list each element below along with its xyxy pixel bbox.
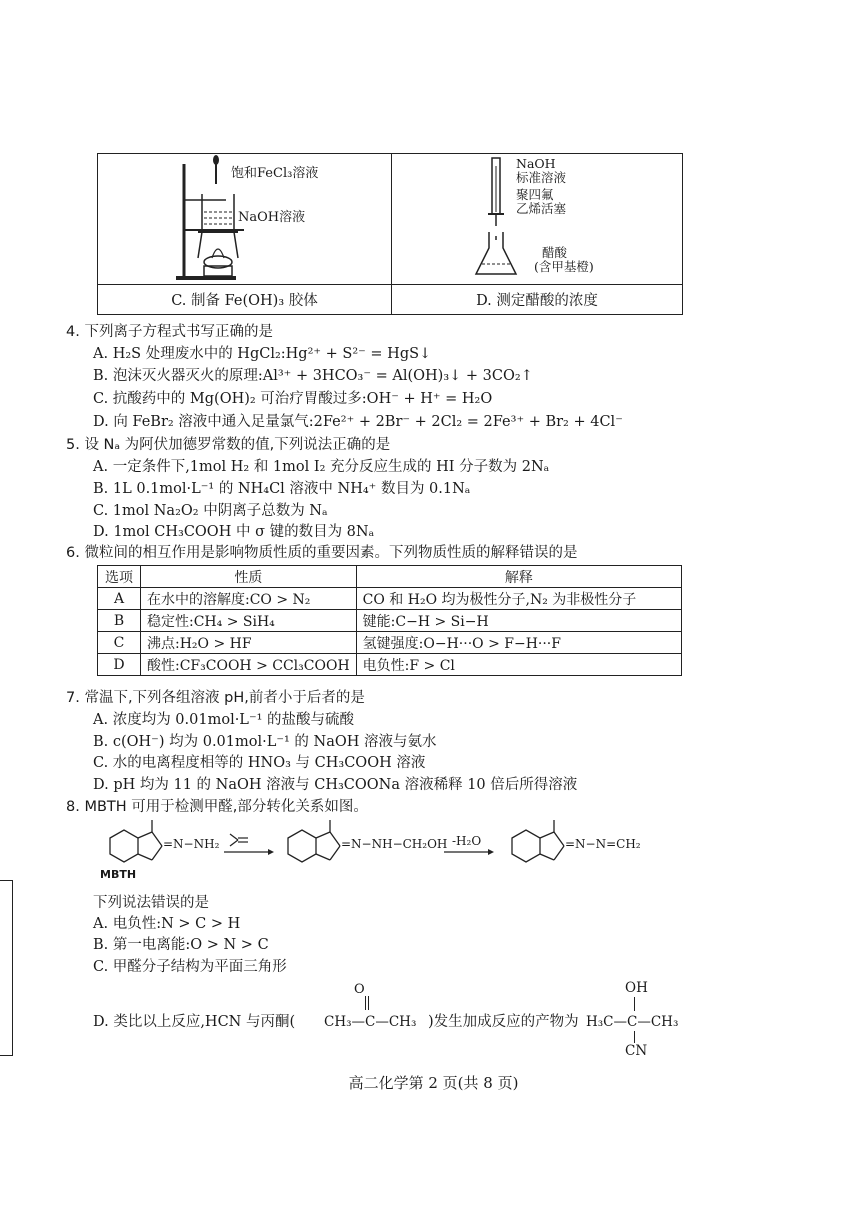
q6-row-b-option: B (98, 610, 141, 632)
table-row (98, 588, 682, 610)
q6-row-a-option: A (98, 588, 141, 610)
q4-option-a: A. H₂S 处理废水中的 HgCl₂:Hg²⁺ + S²⁻ = HgS↓ (93, 346, 432, 362)
q8-acetone-oxygen: O (354, 982, 365, 997)
apparatus-d-label-ptfe-2: 乙烯活塞 (516, 201, 567, 216)
q6-row-a-explanation: CO 和 H₂O 均为极性分子,N₂ 为非极性分子 (356, 588, 681, 610)
q8-acetone: CH₃—C—CH₃ (324, 1014, 417, 1030)
q8-intermediate-substituent: =N−NH−CH₂OH (341, 837, 448, 851)
page-footer: 高二化学第 2 页(共 8 页) (348, 1074, 519, 1092)
apparatus-d-label-indicator: (含甲基橙) (534, 259, 594, 274)
q8-option-d-text-2: )发生加成反应的产物为 (428, 1014, 579, 1030)
q8-option-a: A. 电负性:N > C > H (93, 916, 241, 932)
q7-option-b: B. c(OH⁻) 均为 0.01mol·L⁻¹ 的 NaOH 溶液与氨水 (93, 734, 437, 750)
q8-mbth-label: MBTH (100, 868, 137, 881)
q6-stem: 6. 微粒间的相互作用是影响物质性质的重要因素。下列物质性质的解释错误的是 (66, 545, 578, 561)
q8-product-substituent: =N−N=CH₂ (565, 837, 641, 851)
table-row (98, 654, 682, 676)
table-row (98, 610, 682, 632)
q7-option-d: D. pH 均为 11 的 NaOH 溶液与 CH₃COONa 溶液稀释 10 倍后所得溶液 (93, 777, 578, 793)
q8-arrow2-label: -H₂O (452, 834, 482, 848)
q8-product-bond-down (634, 1031, 636, 1043)
binding-margin-mark (0, 880, 13, 1056)
apparatus-c-figure (98, 154, 392, 285)
apparatus-d-caption: D. 测定醋酸的浓度 (392, 285, 683, 315)
q7-option-a: A. 浓度均为 0.01mol·L⁻¹ 的盐酸与硫酸 (93, 712, 355, 728)
q4-option-d: D. 向 FeBr₂ 溶液中通入足量氯气:2Fe²⁺ + 2Br⁻ + 2Cl₂ = 2Fe³⁺ + Br₂ + 4Cl⁻ (93, 414, 623, 430)
apparatus-d-label-standard: 标准溶液 (516, 170, 567, 185)
q6-header-property: 性质 (141, 566, 357, 588)
apparatus-d-figure (392, 154, 683, 285)
q6-row-c-explanation: 氢键强度:O−H···O > F−H···F (356, 632, 681, 654)
apparatus-d-label-acid: 醋酸 (542, 245, 568, 260)
q8-option-d-text-1: D. 类比以上反应,HCN 与丙酮( (93, 1014, 296, 1030)
q8-product: H₃C—C—CH₃ (586, 1014, 679, 1030)
q8-option-c: C. 甲醛分子结构为平面三角形 (93, 959, 287, 975)
q7-stem: 7. 常温下,下列各组溶液 pH,前者小于后者的是 (66, 690, 365, 706)
q8-reaction-drawing (96, 818, 696, 890)
q8-acetone-double-bond (365, 996, 367, 1010)
apparatus-c-label-dropper: 饱和FeCl₃溶液 (231, 166, 319, 181)
q4-option-b: B. 泡沫灭火器灭火的原理:Al³⁺ + 3HCO₃⁻ = Al(OH)₃↓ + 3CO₂↑ (93, 368, 533, 384)
q8-acetone-double-bond-2 (368, 996, 370, 1010)
apparatus-d-label-ptfe-1: 聚四氟 (516, 187, 554, 202)
q6-row-b-explanation: 键能:C−H > Si−H (356, 610, 681, 632)
apparatus-table (97, 153, 683, 315)
q8-mbth-substituent: =N−NH₂ (163, 837, 220, 851)
q6-header-option: 选项 (98, 566, 141, 588)
q4-stem: 4. 下列离子方程式书写正确的是 (66, 324, 273, 340)
q5-option-b: B. 1L 0.1mol·L⁻¹ 的 NH₄Cl 溶液中 NH₄⁺ 数目为 0.1Nₐ (93, 481, 471, 497)
q4-option-c: C. 抗酸药中的 Mg(OH)₂ 可治疗胃酸过多:OH⁻ + H⁺ = H₂O (93, 391, 493, 407)
q6-row-c-option: C (98, 632, 141, 654)
q8-option-b: B. 第一电离能:O > N > C (93, 937, 269, 953)
q6-table (97, 565, 682, 676)
q8-sub-stem: 下列说法错误的是 (93, 895, 209, 911)
q5-stem: 5. 设 Nₐ 为阿伏加德罗常数的值,下列说法正确的是 (66, 437, 391, 453)
q8-stem: 8. MBTH 可用于检测甲醛,部分转化关系如图。 (66, 799, 368, 815)
q6-header-row (98, 566, 682, 588)
q8-product-bond-up (634, 997, 636, 1011)
q8-reaction-scheme (96, 818, 696, 890)
q7-option-c: C. 水的电离程度相等的 HNO₃ 与 CH₃COOH 溶液 (93, 755, 426, 771)
table-row (98, 632, 682, 654)
apparatus-d-label-naoh: NaOH (516, 156, 556, 171)
q6-row-c-property: 沸点:H₂O > HF (141, 632, 357, 654)
q5-option-d: D. 1mol CH₃COOH 中 σ 键的数目为 8Nₐ (93, 524, 375, 540)
q5-option-c: C. 1mol Na₂O₂ 中阴离子总数为 Nₐ (93, 503, 328, 519)
q6-row-d-property: 酸性:CF₃COOH > CCl₃COOH (141, 654, 357, 676)
q5-option-a: A. 一定条件下,1mol H₂ 和 1mol I₂ 充分反应生成的 HI 分子数为 2Nₐ (93, 459, 550, 475)
q8-product-oh: OH (625, 980, 648, 996)
q6-row-b-property: 稳定性:CH₄ > SiH₄ (141, 610, 357, 632)
q8-product-cn: CN (625, 1043, 648, 1059)
q6-row-d-option: D (98, 654, 141, 676)
apparatus-c-label-beaker: NaOH溶液 (238, 210, 306, 225)
apparatus-c-caption: C. 制备 Fe(OH)₃ 胶体 (98, 285, 392, 315)
q6-header-explanation: 解释 (356, 566, 681, 588)
q6-row-d-explanation: 电负性:F > Cl (356, 654, 681, 676)
q6-row-a-property: 在水中的溶解度:CO > N₂ (141, 588, 357, 610)
